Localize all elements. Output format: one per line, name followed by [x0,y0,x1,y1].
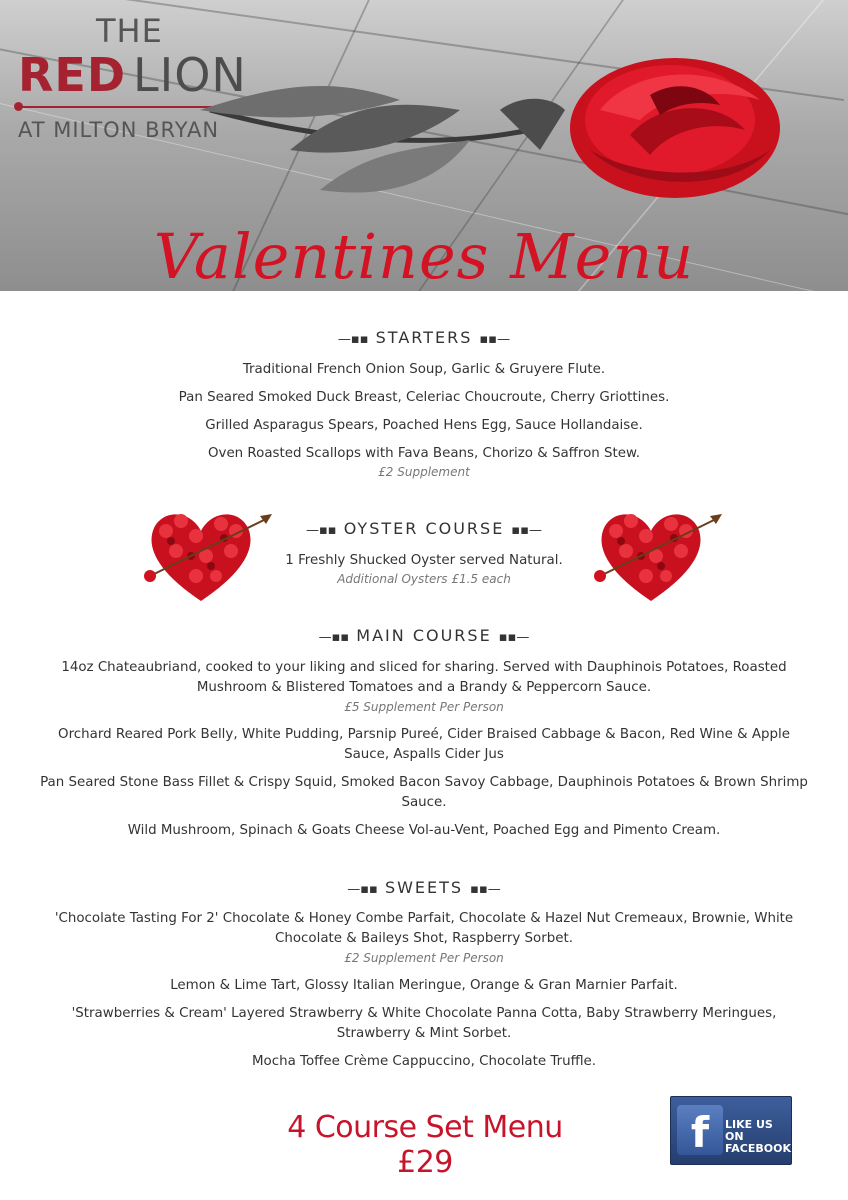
oyster-heading [0,519,848,538]
sweet-supplement-note: £2 Supplement Per Person [344,951,504,965]
logo-lion: LION [133,48,247,102]
sweets-heading [0,878,848,897]
main-item: Pan Seared Stone Bass Fillet & Crispy Squid, Smoked Bacon Savoy Cabbage, Dauphinois Potatoes & Brown Shrimp Sauce. [40,775,808,810]
heading-deco-left: —▪▪ [347,882,378,897]
heading-deco-left: —▪▪ [318,630,350,645]
starters-heading [0,328,848,347]
sweet-item: 'Chocolate Tasting For 2' Chocolate & Honey Combe Parfait, Chocolate & Hazel Nut Cremeaux, Brownie, White Chocolate & Baileys Shot, Raspberry Sorbet. [54,911,794,946]
main-item: 14oz Chateaubriand, cooked to your liking and sliced for sharing. Served with Dauphinois Potatoes, Roasted Mushroom & Blistered Tomatoes and a Brandy & Peppercorn Sauce. [61,660,787,695]
starter-supplement-note: £2 Supplement [378,465,470,479]
starter-item: Oven Roasted Scallops with Fava Beans, Chorizo & Saffron Stew. [207,446,640,461]
sweet-item: 'Strawberries & Cream' Layered Strawberry & White Chocolate Panna Cotta, Baby Strawberry Meringues, Strawberry & Mint Sorbet. [71,1006,777,1041]
facebook-label: LIKE US ON FACEBOOK! [725,1118,796,1155]
oyster-heading-text: OYSTER COURSE [343,519,505,538]
heading-deco-right: ▪▪— [498,630,530,645]
header-banner [0,0,848,291]
starter-item: Pan Seared Smoked Duck Breast, Celeriac Choucroute, Cherry Griottines. [178,390,670,405]
sweet-item: Mocha Toffee Crème Cappuccino, Chocolate Truffle. [251,1054,597,1069]
main-course-heading [0,626,848,645]
sweet-item: Lemon & Lime Tart, Glossy Italian Meringue, Orange & Gran Marnier Parfait. [170,978,678,993]
heading-deco-left: —▪▪ [305,523,337,538]
sweets-heading-text: SWEETS [384,878,464,897]
facebook-button[interactable] [670,1096,796,1165]
starters-heading-text: STARTERS [375,328,473,347]
logo-subtitle: AT MILTON BRYAN [18,118,220,142]
heading-deco-right: ▪▪— [470,882,501,897]
menu-title: Valentines Menu [153,220,695,291]
starter-item: Grilled Asparagus Spears, Poached Hens Egg, Sauce Hollandaise. [205,418,643,433]
main-course-heading-text: MAIN COURSE [356,626,492,645]
heading-deco-left: —▪▪ [337,332,369,347]
main-item: Orchard Reared Pork Belly, White Pudding, Parsnip Pureé, Cider Braised Cabbage & Bacon, Red Wine & Apple Sauce, Aspalls Cider Jus [58,727,790,762]
heading-deco-right: ▪▪— [479,332,511,347]
facebook-icon: f [677,1105,723,1155]
main-item: Wild Mushroom, Spinach & Goats Cheese Vol-au-Vent, Poached Egg and Pimento Cream. [127,823,721,838]
rose-icon [170,40,810,240]
main-supplement-note: £5 Supplement Per Person [344,700,504,714]
logo-red: RED [18,48,127,102]
starter-item: Traditional French Onion Soup, Garlic & Gruyere Flute. [242,362,606,377]
oyster-note: Additional Oysters £1.5 each [337,572,511,586]
oyster-item: 1 Freshly Shucked Oyster served Natural. [285,553,563,568]
logo-the: THE [96,12,163,50]
heading-deco-right: ▪▪— [511,523,543,538]
set-menu-price: 4 Course Set Menu £29 [287,1110,563,1180]
